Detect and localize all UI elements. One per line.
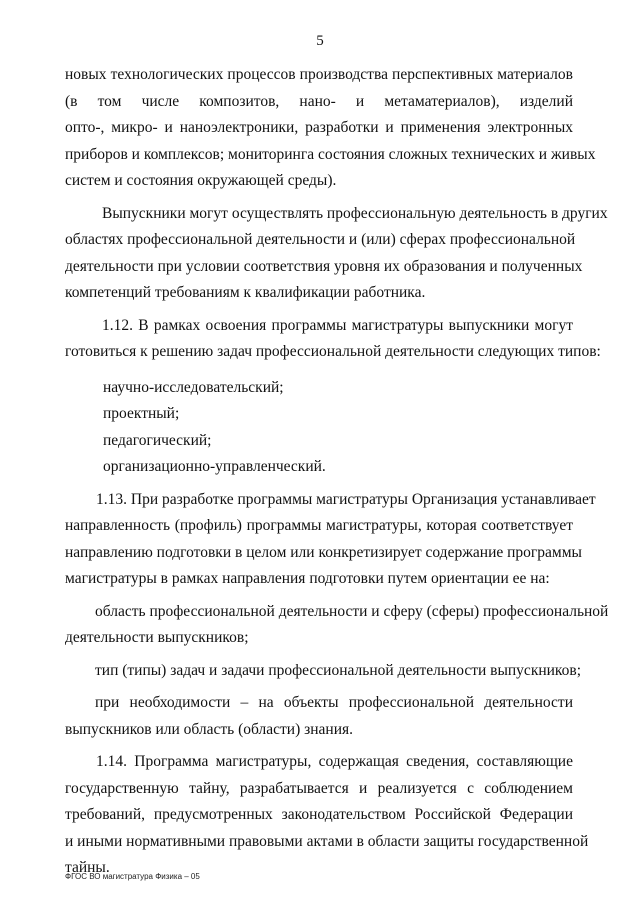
text-line: тип (типы) задач и задачи профессиональной деятельности выпускников; [95,661,582,679]
text-line: и иными нормативными правовыми актами в области защиты государственной [65,832,589,850]
text-line: деятельности выпускников; [65,629,249,646]
text-line: приборов и комплексов; мониторинга состояния сложных технических и живых [65,145,596,163]
text-line: (в том числе композитов, нано- и метаматериалов), изделий [65,92,573,110]
text-line: опто-, микро- и наноэлектроники, разработки и применения электронных [65,119,573,136]
list-item: проектный; [103,405,180,422]
text-line: 1.13. При разработке программы магистратуры Организация устанавливает [96,490,596,508]
text-line: систем и состояния окружающей среды). [65,172,337,189]
text-line: компетенций требованиям к квалификации работника. [65,284,426,301]
text-line: направленность (профиль) программы магистратуры, которая соответствует [65,517,573,534]
paragraph-continuation [65,62,596,195]
text-line: тайны. [65,859,110,876]
list-item: педагогический; [103,431,212,449]
text-line: магистратуры в рамках направления подготовки путем ориентации ее на: [65,570,550,587]
text-line: государственную тайну, разрабатывается и реализуется с соблюдением [65,779,573,797]
paragraph-1-13 [65,487,596,593]
text-line: направлению подготовки в целом или конкретизирует содержание программы [65,543,582,561]
text-line: готовиться к решению задач профессиональной деятельности следующих типов: [65,343,601,360]
text-line: при необходимости – на объекты профессиональной деятельности [95,694,573,711]
list-item: организационно-управленческий. [103,458,326,475]
paragraph-objects [65,690,573,743]
text-line: деятельности при условии соответствия уровня их образования и полученных [65,257,583,275]
document-footer: ФГОС ВО магистратура Физика – 05 [65,872,200,881]
task-types-list [65,375,573,481]
paragraph-field [65,599,609,652]
text-line: областях профессиональной деятельности и (или) сферах профессиональной [65,231,576,248]
document-body [65,62,609,882]
text-line: 1.12. В рамках освоения программы магистратуры выпускники могут [102,316,573,334]
list-item: научно-исследовательский; [103,378,284,396]
text-line: Выпускники могут осуществлять профессиональную деятельность в других [102,204,608,222]
paragraph-task-type [65,658,582,685]
page-number: 5 [316,33,324,49]
text-line: требований, предусмотренных законодательством Российской Федерации [65,806,573,823]
paragraph-1-14 [65,749,589,882]
text-line: область профессиональной деятельности и сферу (сферы) профессиональной [95,602,609,620]
text-line: выпускников или область (области) знания. [65,720,354,738]
paragraph-1-12 [65,313,601,366]
text-line: новых технологических процессов производства перспективных материалов [65,66,573,83]
text-line: 1.14. Программа магистратуры, содержащая сведения, составляющие [96,753,573,770]
paragraph-graduates [65,201,608,307]
